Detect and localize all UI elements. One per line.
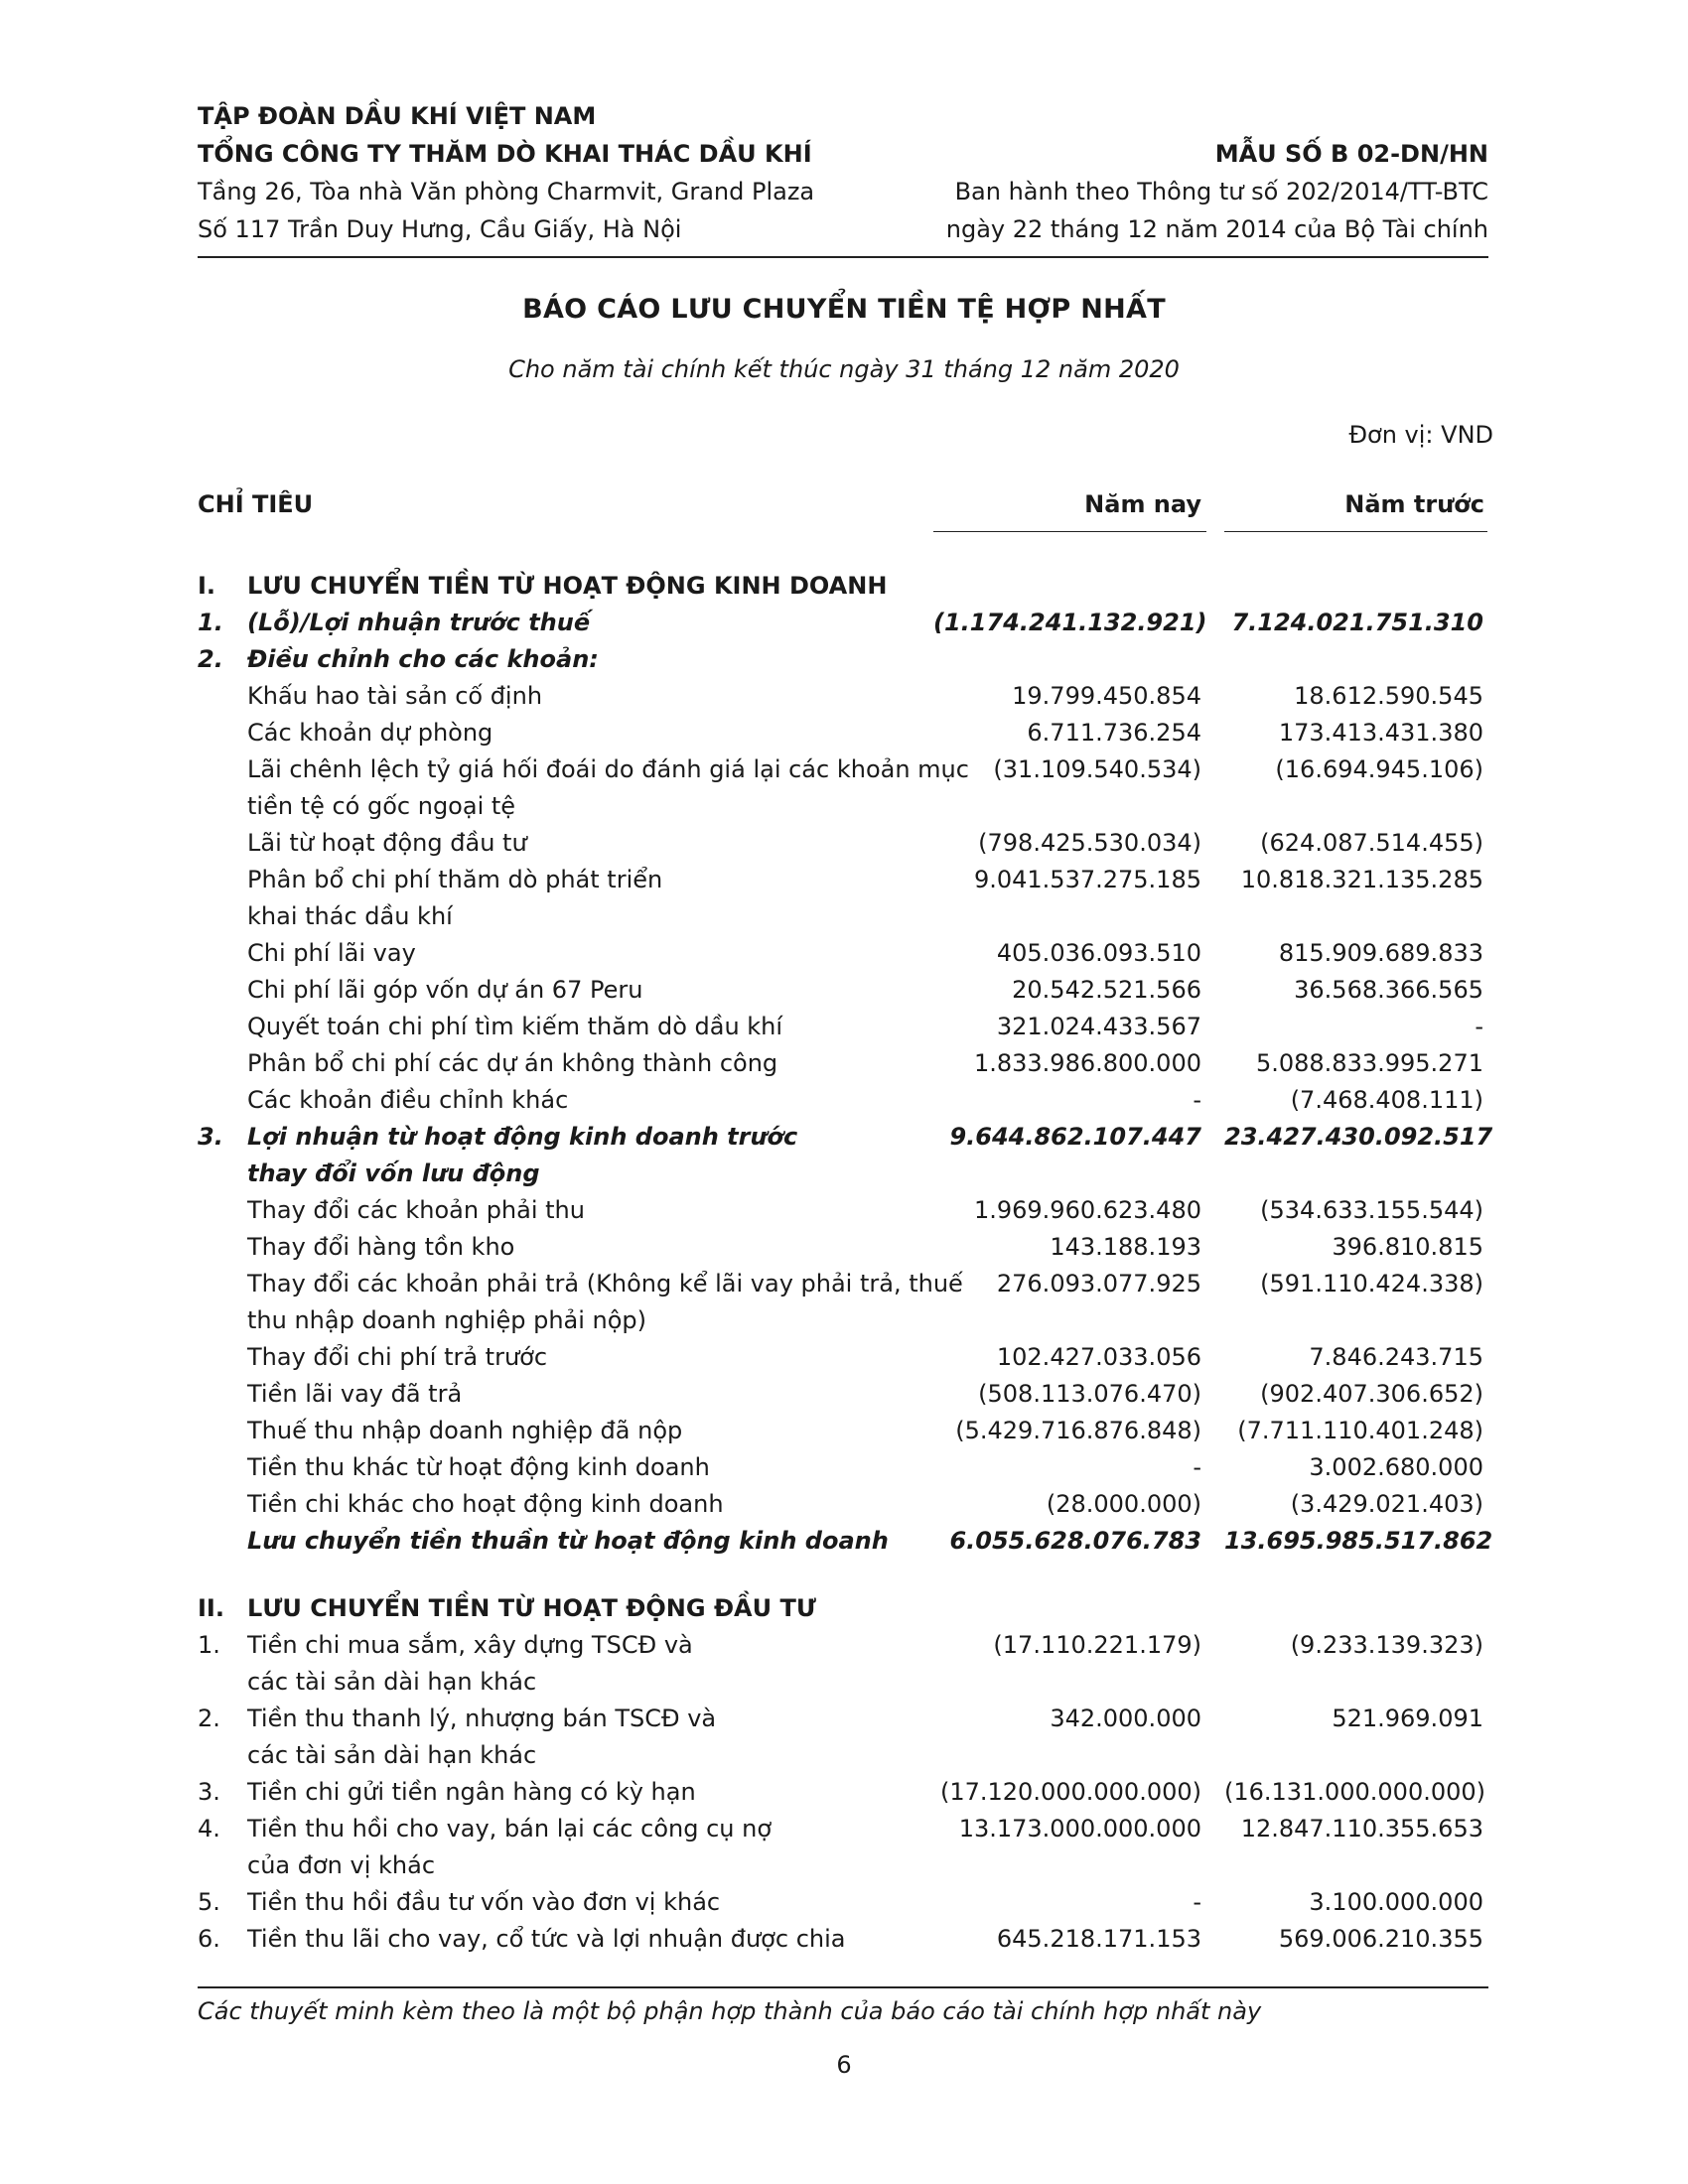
row-label-line-1: Lưu chuyển tiền thuần từ hoạt động kinh doanh	[247, 1527, 889, 1555]
value-current-year: 645.218.171.153	[996, 1925, 1201, 1953]
row-label	[247, 1590, 1121, 1627]
row-label-line-1: Thay đổi chi phí trả trước	[247, 1343, 548, 1371]
row-label-line-1: (Lỗ)/Lợi nhuận trước thuế	[247, 609, 591, 636]
row-label-line-2: thay đổi vốn lưu động	[247, 1160, 540, 1187]
value-previous-year: 10.818.321.135.285	[1240, 866, 1483, 893]
address-line-2: Số 117 Trần Duy Hưng, Cầu Giấy, Hà Nội	[198, 215, 682, 243]
report-subtitle: Cho năm tài chính kết thúc ngày 31 tháng 12 năm 2020	[508, 355, 1180, 383]
value-current-year: 20.542.521.566	[1012, 976, 1201, 1004]
row-label-line-1: Thay đổi các khoản phải trả (Không kể lãi vay phải trả, thuế	[247, 1270, 963, 1297]
row-label-line-1: Tiền thu hồi đầu tư vốn vào đơn vị khác	[247, 1888, 721, 1916]
value-previous-year: 396.810.815	[1332, 1233, 1483, 1261]
org-parent: TẬP ĐOÀN DẦU KHÍ VIỆT NAM	[198, 102, 597, 130]
regulation-line-2: ngày 22 tháng 12 năm 2014 của Bộ Tài chính	[945, 215, 1488, 243]
value-current-year: (17.110.221.179)	[993, 1631, 1201, 1659]
value-current-year: -	[1193, 1453, 1201, 1481]
column-underline-previous	[1224, 531, 1487, 532]
page-number: 6	[836, 2051, 852, 2079]
row-label-line-1: Tiền thu khác từ hoạt động kinh doanh	[247, 1453, 710, 1481]
value-previous-year: 815.909.689.833	[1278, 939, 1483, 967]
value-current-year: -	[1193, 1086, 1201, 1114]
value-current-year: 321.024.433.567	[996, 1013, 1201, 1040]
row-label-line-1: Điều chỉnh cho các khoản:	[247, 645, 599, 673]
value-previous-year: (16.694.945.106)	[1275, 755, 1483, 783]
row-label-line-1: Chi phí lãi vay	[247, 939, 416, 967]
row-label-line-1: Lợi nhuận từ hoạt động kinh doanh trước	[247, 1123, 798, 1151]
row-label-line-1: Lãi từ hoạt động đầu tư	[247, 829, 527, 857]
value-previous-year: 7.124.021.751.310	[1231, 609, 1483, 636]
row-label-line-1: Phân bổ chi phí thăm dò phát triển	[247, 866, 663, 893]
row-label-line-1: Tiền thu thanh lý, nhượng bán TSCĐ và	[247, 1705, 717, 1732]
value-previous-year: (16.131.000.000.000)	[1224, 1778, 1486, 1806]
row-number: 2.	[198, 645, 223, 673]
value-current-year: (798.425.530.034)	[978, 829, 1201, 857]
value-previous-year: 23.427.430.092.517	[1224, 1123, 1493, 1151]
value-previous-year: 12.847.110.355.653	[1240, 1815, 1483, 1843]
value-previous-year: 7.846.243.715	[1309, 1343, 1483, 1371]
row-number: 3.	[198, 1123, 223, 1151]
row-label	[247, 568, 1121, 605]
value-current-year: 13.173.000.000.000	[958, 1815, 1201, 1843]
value-current-year: 1.969.960.623.480	[973, 1196, 1201, 1224]
value-previous-year: -	[1475, 1013, 1483, 1040]
value-previous-year: 36.568.366.565	[1294, 976, 1483, 1004]
column-header-current-year: Năm nay	[1084, 490, 1201, 518]
value-current-year: 19.799.450.854	[1012, 682, 1201, 710]
row-label-line-1: Tiền chi gửi tiền ngân hàng có kỳ hạn	[247, 1778, 696, 1806]
row-number: II.	[198, 1594, 224, 1622]
value-previous-year: 3.100.000.000	[1309, 1888, 1483, 1916]
row-label-line-2: thu nhập doanh nghiệp phải nộp)	[247, 1306, 647, 1334]
row-label-line-1: Tiền chi mua sắm, xây dựng TSCĐ và	[247, 1631, 693, 1659]
value-previous-year: 569.006.210.355	[1278, 1925, 1483, 1953]
footer-divider	[198, 1986, 1488, 1988]
row-label-line-1: Tiền chi khác cho hoạt động kinh doanh	[247, 1490, 724, 1518]
row-label-line-1: Phân bổ chi phí các dự án không thành công	[247, 1049, 778, 1077]
value-previous-year: (7.711.110.401.248)	[1237, 1417, 1483, 1444]
report-title: BÁO CÁO LƯU CHUYỂN TIỀN TỆ HỢP NHẤT	[522, 294, 1166, 325]
row-label-line-1: Khấu hao tài sản cố định	[247, 682, 543, 710]
form-code: MẪU SỐ B 02-DN/HN	[1214, 140, 1488, 168]
row-number: 1.	[198, 609, 223, 636]
value-current-year: 276.093.077.925	[996, 1270, 1201, 1297]
value-current-year: 342.000.000	[1050, 1705, 1201, 1732]
value-current-year: (1.174.241.132.921)	[933, 609, 1207, 636]
value-previous-year: 18.612.590.545	[1294, 682, 1483, 710]
org-name: TỔNG CÔNG TY THĂM DÒ KHAI THÁC DẦU KHÍ	[198, 140, 812, 168]
value-current-year: 1.833.986.800.000	[973, 1049, 1201, 1077]
value-current-year: (508.113.076.470)	[978, 1380, 1201, 1408]
value-previous-year: 173.413.431.380	[1278, 719, 1483, 747]
row-label-line-1: Quyết toán chi phí tìm kiếm thăm dò dầu khí	[247, 1013, 783, 1040]
regulation-line-1: Ban hành theo Thông tư số 202/2014/TT-BTC	[954, 178, 1488, 205]
value-previous-year: (591.110.424.338)	[1260, 1270, 1483, 1297]
value-previous-year: (7.468.408.111)	[1290, 1086, 1483, 1114]
row-label-line-1: Tiền thu lãi cho vay, cổ tức và lợi nhuận được chia	[247, 1925, 846, 1953]
row-label-line-1: Chi phí lãi góp vốn dự án 67 Peru	[247, 976, 643, 1004]
row-label-line-1: Các khoản điều chỉnh khác	[247, 1086, 569, 1114]
row-label-line-2: của đơn vị khác	[247, 1851, 436, 1879]
row-number: I.	[198, 572, 216, 600]
column-underline-current	[933, 531, 1206, 532]
row-label-line-2: khai thác dầu khí	[247, 902, 453, 930]
value-previous-year: 3.002.680.000	[1309, 1453, 1483, 1481]
value-current-year: 6.711.736.254	[1027, 719, 1201, 747]
value-previous-year: (3.429.021.403)	[1290, 1490, 1483, 1518]
row-label-line-1: Thay đổi các khoản phải thu	[247, 1196, 585, 1224]
row-label-line-1: Lãi chênh lệch tỷ giá hối đoái do đánh giá lại các khoản mục	[247, 755, 969, 783]
row-number: 3.	[198, 1778, 220, 1806]
value-previous-year: 5.088.833.995.271	[1255, 1049, 1483, 1077]
header	[198, 97, 1488, 248]
row-label-line-1: Thuế thu nhập doanh nghiệp đã nộp	[247, 1417, 683, 1444]
value-previous-year: (624.087.514.455)	[1260, 829, 1483, 857]
value-previous-year: (902.407.306.652)	[1260, 1380, 1483, 1408]
value-previous-year: (9.233.139.323)	[1290, 1631, 1483, 1659]
value-current-year: 9.041.537.275.185	[973, 866, 1201, 893]
value-current-year: 102.427.033.056	[996, 1343, 1201, 1371]
value-current-year: (31.109.540.534)	[993, 755, 1201, 783]
row-number: 1.	[198, 1631, 220, 1659]
value-current-year: -	[1193, 1888, 1201, 1916]
value-current-year: 9.644.862.107.447	[949, 1123, 1201, 1151]
row-label-line-1: Các khoản dự phòng	[247, 719, 493, 747]
row-number: 4.	[198, 1815, 220, 1843]
row-label-line-1: LƯU CHUYỂN TIỀN TỪ HOẠT ĐỘNG ĐẦU TƯ	[247, 1594, 816, 1622]
value-current-year: (17.120.000.000.000)	[939, 1778, 1201, 1806]
row-label-line-1: LƯU CHUYỂN TIỀN TỪ HOẠT ĐỘNG KINH DOANH	[247, 572, 888, 600]
footer-note: Các thuyết minh kèm theo là một bộ phận hợp thành của báo cáo tài chính hợp nhất này	[198, 1997, 1262, 2025]
value-current-year: (28.000.000)	[1046, 1490, 1201, 1518]
row-label-line-2: các tài sản dài hạn khác	[247, 1668, 537, 1696]
row-label-line-2: tiền tệ có gốc ngoại tệ	[247, 792, 516, 820]
row-number: 5.	[198, 1888, 220, 1916]
column-header-previous-year: Năm trước	[1344, 490, 1484, 518]
column-header-label: CHỈ TIÊU	[198, 490, 314, 518]
currency-unit: Đơn vị: VND	[1348, 421, 1493, 449]
header-divider	[198, 256, 1488, 258]
address-line-1: Tầng 26, Tòa nhà Văn phòng Charmvit, Grand Plaza	[198, 178, 815, 205]
value-previous-year: 13.695.985.517.862	[1224, 1527, 1493, 1555]
row-number: 6.	[198, 1925, 220, 1953]
row-label-line-2: các tài sản dài hạn khác	[247, 1741, 537, 1769]
value-previous-year: (534.633.155.544)	[1260, 1196, 1483, 1224]
row-label-line-1: Tiền thu hồi cho vay, bán lại các công cụ nợ	[247, 1815, 772, 1843]
value-current-year: 143.188.193	[1050, 1233, 1201, 1261]
value-current-year: 6.055.628.076.783	[949, 1527, 1201, 1555]
value-previous-year: 521.969.091	[1332, 1705, 1483, 1732]
row-label	[247, 641, 1121, 678]
value-current-year: 405.036.093.510	[996, 939, 1201, 967]
row-label-line-1: Tiền lãi vay đã trả	[247, 1380, 463, 1408]
value-current-year: (5.429.716.876.848)	[955, 1417, 1201, 1444]
row-label-line-1: Thay đổi hàng tồn kho	[247, 1233, 515, 1261]
row-number: 2.	[198, 1705, 220, 1732]
